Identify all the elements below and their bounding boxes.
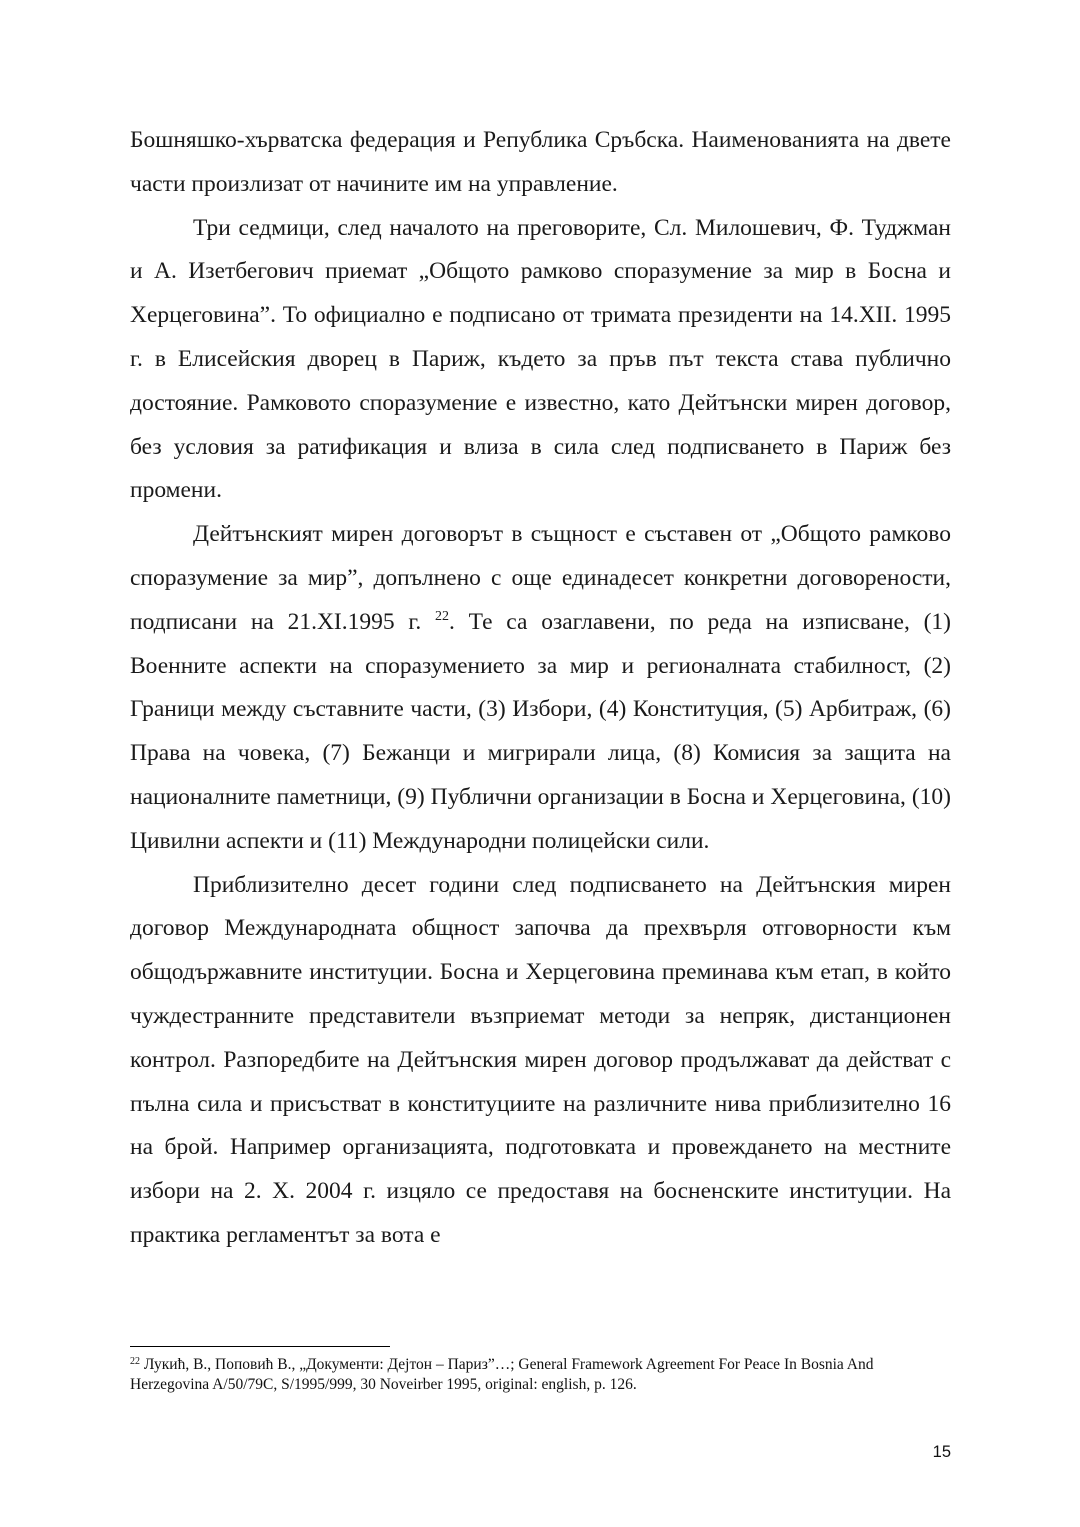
paragraph-3 [130,513,951,863]
paragraph-1-text: Бошняшко-хърватска федерация и Република Сръбска. Наименованията на двете части произлизат от начините им на управление. [130,127,951,197]
page-number: 15 [932,1443,951,1461]
footnote-text: Лукић, В., Поповић В., „Документи: Дејтон – Париз”…; General Framework Agreement For Peace In Bosnia And Herzegovina A/50/79C, S/1995/999, 30 Noveirber 1995, original: english, p. 126. [130,1356,874,1393]
paragraph-4-text: Приблизително десет години след подписването на Дейтънския мирен договор Международната общност започва да прехвърля отговорности към общодържавните институции. Босна и Херцеговина преминава към етап, в който чуждестранните представители възприемат методи за непряк, дистанционен контрол. Разпоредбите на Дейтънския мирен договор продължават да действат с пълна сила и присъстват в конституциите на различните нива приблизително 16 на брой. Например организацията, подготовката и провеждането на местните избори на 2. X. 2004 г. изцяло се предоставя на босненските институции. На практика регламентът за вота е [130,871,951,1248]
footnote-separator [130,1346,390,1347]
paragraph-4 [130,864,951,1258]
paragraph-2 [130,207,951,514]
page-body [130,119,951,1258]
footnote [130,1355,951,1395]
paragraph-1 [130,119,951,207]
paragraph-3-text-after: . Те са озаглавени, по реда на изписване, (1) Военните аспекти на споразумението за мир и регионалната стабилност, (2) Граници между съставните части, (3) Избори, (4) Конституция, (5) Арбитраж, (6) Права на човека, (7) Бежанци и мигрирали лица, (8) Комисия за защита на националните паметници, (9) Публични организации в Босна и Херцеговина, (10) Цивилни аспекти и (11) Международни полицейски сили. [130,608,951,854]
paragraph-3-text-before: Дейтънският мирен договорът в същност е съставен от „Общото рамково споразумение за мир”, допълнено с още единадесет конкретни договорености, подписани на 21.XI.1995 г. [130,521,951,635]
paragraph-2-text: Три седмици, след началото на преговорите, Сл. Милошевич, Ф. Туджман и А. Изетбегович приемат „Общото рамково споразумение за мир в Босна и Херцеговина”. То официално е подписано от тримата президенти на 14.XII. 1995 г. в Елисейския дворец в Париж, където за пръв път текста става публично достояние. Рамковото споразумение е известно, като Дейтънски мирен договор, без условия за ратификация и влиза в сила след подписването в Париж без промени. [130,214,951,504]
footnote-number: 22 [130,1356,140,1367]
footnote-reference[interactable]: 22 [435,608,450,624]
